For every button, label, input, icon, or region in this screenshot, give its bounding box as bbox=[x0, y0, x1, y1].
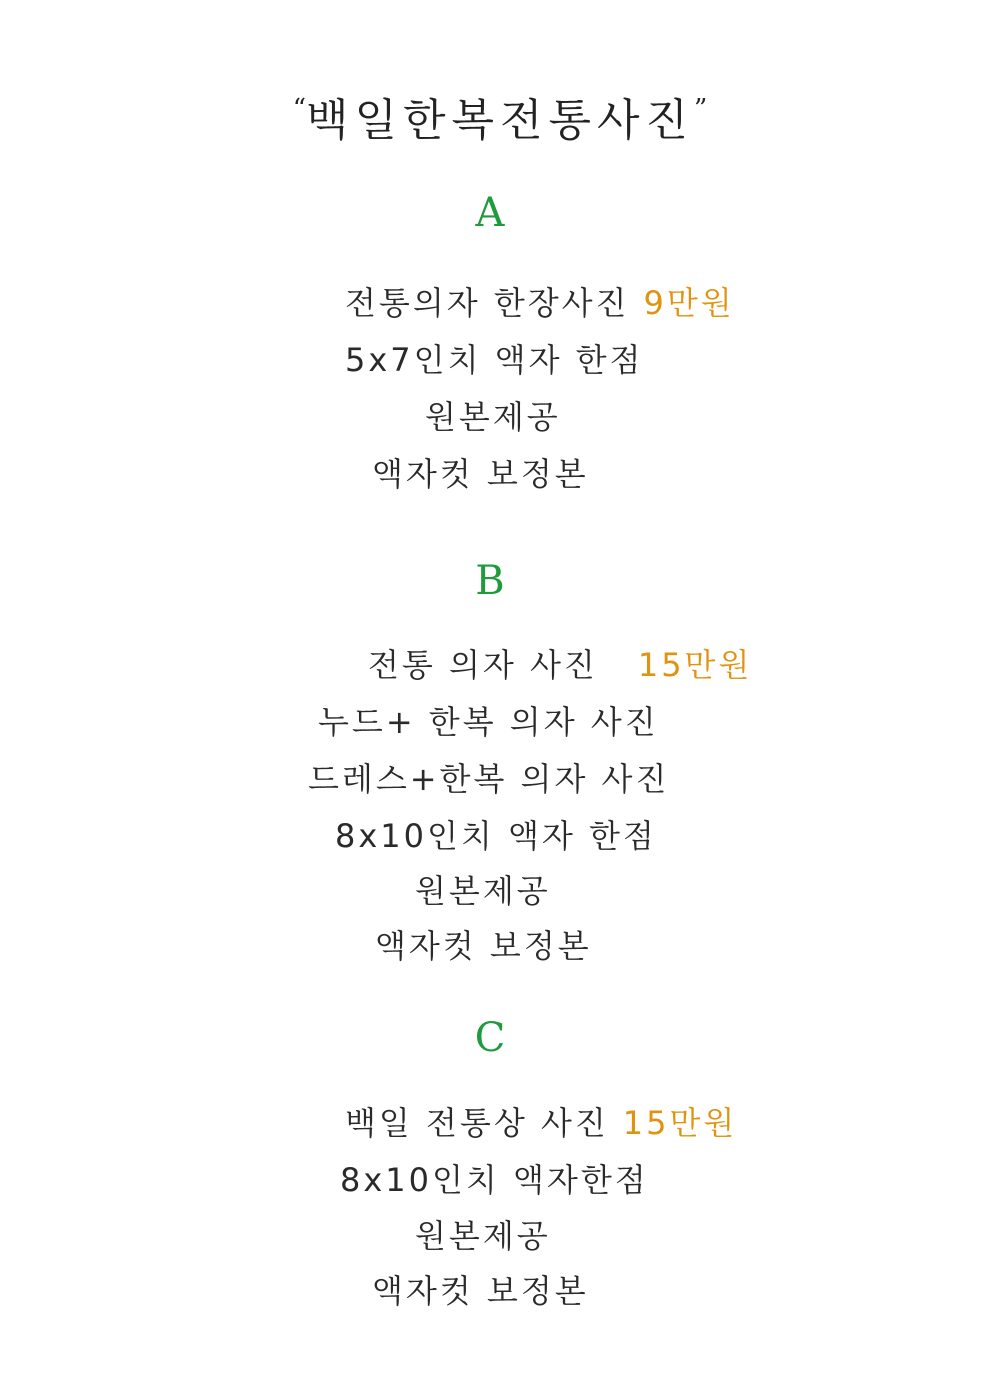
package-c-item: 8x10인치 액자한점 bbox=[340, 1161, 649, 1199]
package-c-price: 15만원 bbox=[622, 1104, 738, 1142]
package-b-title: 전통 의자 사진 bbox=[368, 646, 598, 684]
package-c-item: 원본제공 bbox=[415, 1217, 551, 1255]
package-a-item: 5x7인치 액자 한점 bbox=[345, 341, 644, 379]
package-b-item: 누드+ 한복 의자 사진 bbox=[318, 703, 659, 741]
package-c-title: 백일 전통상 사진 bbox=[345, 1104, 609, 1142]
package-c-letter: C bbox=[474, 1015, 506, 1061]
package-c-headline bbox=[345, 1098, 737, 1144]
package-b-price: 15만원 bbox=[637, 646, 753, 684]
close-quote: ” bbox=[694, 94, 708, 124]
package-b-letter: B bbox=[475, 558, 505, 604]
package-c-item: 액자컷 보정본 bbox=[372, 1272, 589, 1310]
package-b-item: 8x10인치 액자 한점 bbox=[335, 817, 657, 855]
package-a-item: 액자컷 보정본 bbox=[372, 455, 589, 493]
package-a-headline bbox=[345, 278, 735, 324]
package-b-headline bbox=[368, 640, 752, 686]
page-title bbox=[0, 84, 1000, 148]
package-a-title: 전통의자 한장사진 bbox=[345, 284, 630, 322]
package-a-letter: A bbox=[475, 190, 505, 236]
open-quote: “ bbox=[292, 94, 306, 124]
package-a-item: 원본제공 bbox=[425, 398, 561, 436]
package-b-item: 원본제공 bbox=[415, 872, 551, 910]
package-b-item: 액자컷 보정본 bbox=[375, 927, 592, 965]
package-b-item: 드레스+한복 의자 사진 bbox=[308, 760, 670, 798]
package-a-price: 9만원 bbox=[643, 284, 735, 322]
page-title-text: 백일한복전통사진 bbox=[305, 95, 695, 146]
